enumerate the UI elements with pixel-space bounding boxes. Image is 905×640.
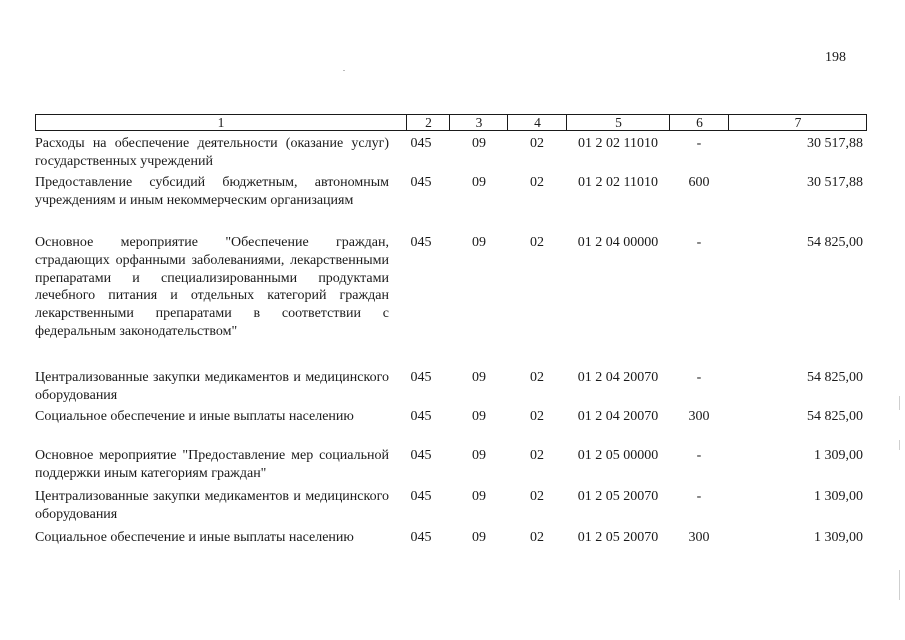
table-header <box>35 114 867 131</box>
row-expense-type: 600 <box>688 175 710 190</box>
row-section: 09 <box>472 175 486 190</box>
row-amount: 30 517,88 <box>807 175 863 190</box>
row-grbs: 045 <box>410 370 432 385</box>
row-description: Централизованные закупки медикаментов и медицинского оборудования <box>35 370 389 403</box>
row-subsection: 02 <box>530 409 544 424</box>
column-header-2: 2 <box>406 115 450 130</box>
row-section: 09 <box>472 448 486 463</box>
column-header-4: 4 <box>507 115 567 130</box>
row-expense-type: 300 <box>688 409 710 424</box>
row-grbs: 045 <box>410 136 432 151</box>
row-target-article: 01 2 05 00000 <box>577 448 659 463</box>
row-description: Основное мероприятие "Предоставление мер социальной поддержки иным категориям граждан" <box>35 448 389 481</box>
row-description: Расходы на обеспечение деятельности (оказание услуг) государственных учреждений <box>35 136 389 169</box>
row-target-article: 01 2 04 20070 <box>577 409 659 424</box>
row-target-article: 01 2 04 20070 <box>577 370 659 385</box>
row-section: 09 <box>472 530 486 545</box>
row-amount: 54 825,00 <box>807 370 863 385</box>
row-target-article: 01 2 04 00000 <box>577 235 659 250</box>
row-grbs: 045 <box>410 448 432 463</box>
page-number: 198 <box>825 50 846 65</box>
row-subsection: 02 <box>530 370 544 385</box>
scan-edge-mark <box>899 440 900 450</box>
row-expense-type: - <box>696 235 702 250</box>
row-expense-type: 300 <box>688 530 710 545</box>
row-expense-type: - <box>696 489 702 504</box>
row-amount: 1 309,00 <box>814 530 863 545</box>
column-header-7: 7 <box>728 115 867 130</box>
row-section: 09 <box>472 136 486 151</box>
scan-edge-mark <box>899 396 900 410</box>
row-subsection: 02 <box>530 136 544 151</box>
column-header-6: 6 <box>669 115 729 130</box>
row-expense-type: - <box>696 448 702 463</box>
row-description: Социальное обеспечение и иные выплаты населению <box>35 409 354 424</box>
column-header-5: 5 <box>566 115 670 130</box>
row-target-article: 01 2 02 11010 <box>578 175 658 190</box>
row-section: 09 <box>472 409 486 424</box>
row-grbs: 045 <box>410 409 432 424</box>
row-description: Основное мероприятие "Обеспечение граждан, страдающих орфанными заболеваниями, лекарственными препаратами и специализированными продуктами лечебного питания и отдельных категорий граждан лекарственными препаратами в соответствии с федеральным законодательством" <box>35 235 389 339</box>
row-amount: 54 825,00 <box>807 409 863 424</box>
row-section: 09 <box>472 235 486 250</box>
column-header-3: 3 <box>449 115 508 130</box>
row-section: 09 <box>472 370 486 385</box>
row-amount: 1 309,00 <box>814 448 863 463</box>
row-target-article: 01 2 05 20070 <box>577 530 659 545</box>
scan-speck <box>343 70 345 71</box>
row-subsection: 02 <box>530 448 544 463</box>
row-grbs: 045 <box>410 235 432 250</box>
row-target-article: 01 2 02 11010 <box>578 136 658 151</box>
row-description: Предоставление субсидий бюджетным, автономным учреждениям и иным некоммерческим организациям <box>35 175 389 208</box>
row-subsection: 02 <box>530 489 544 504</box>
row-amount: 30 517,88 <box>807 136 863 151</box>
row-description: Социальное обеспечение и иные выплаты населению <box>35 530 354 545</box>
scan-edge-mark <box>899 570 900 600</box>
row-grbs: 045 <box>410 175 432 190</box>
row-subsection: 02 <box>530 235 544 250</box>
row-grbs: 045 <box>410 489 432 504</box>
row-expense-type: - <box>696 136 702 151</box>
row-expense-type: - <box>696 370 702 385</box>
row-amount: 1 309,00 <box>814 489 863 504</box>
row-subsection: 02 <box>530 530 544 545</box>
row-subsection: 02 <box>530 175 544 190</box>
column-header-1: 1 <box>217 115 225 130</box>
row-description: Централизованные закупки медикаментов и медицинского оборудования <box>35 489 389 522</box>
row-section: 09 <box>472 489 486 504</box>
row-target-article: 01 2 05 20070 <box>577 489 659 504</box>
row-grbs: 045 <box>410 530 432 545</box>
row-amount: 54 825,00 <box>807 235 863 250</box>
